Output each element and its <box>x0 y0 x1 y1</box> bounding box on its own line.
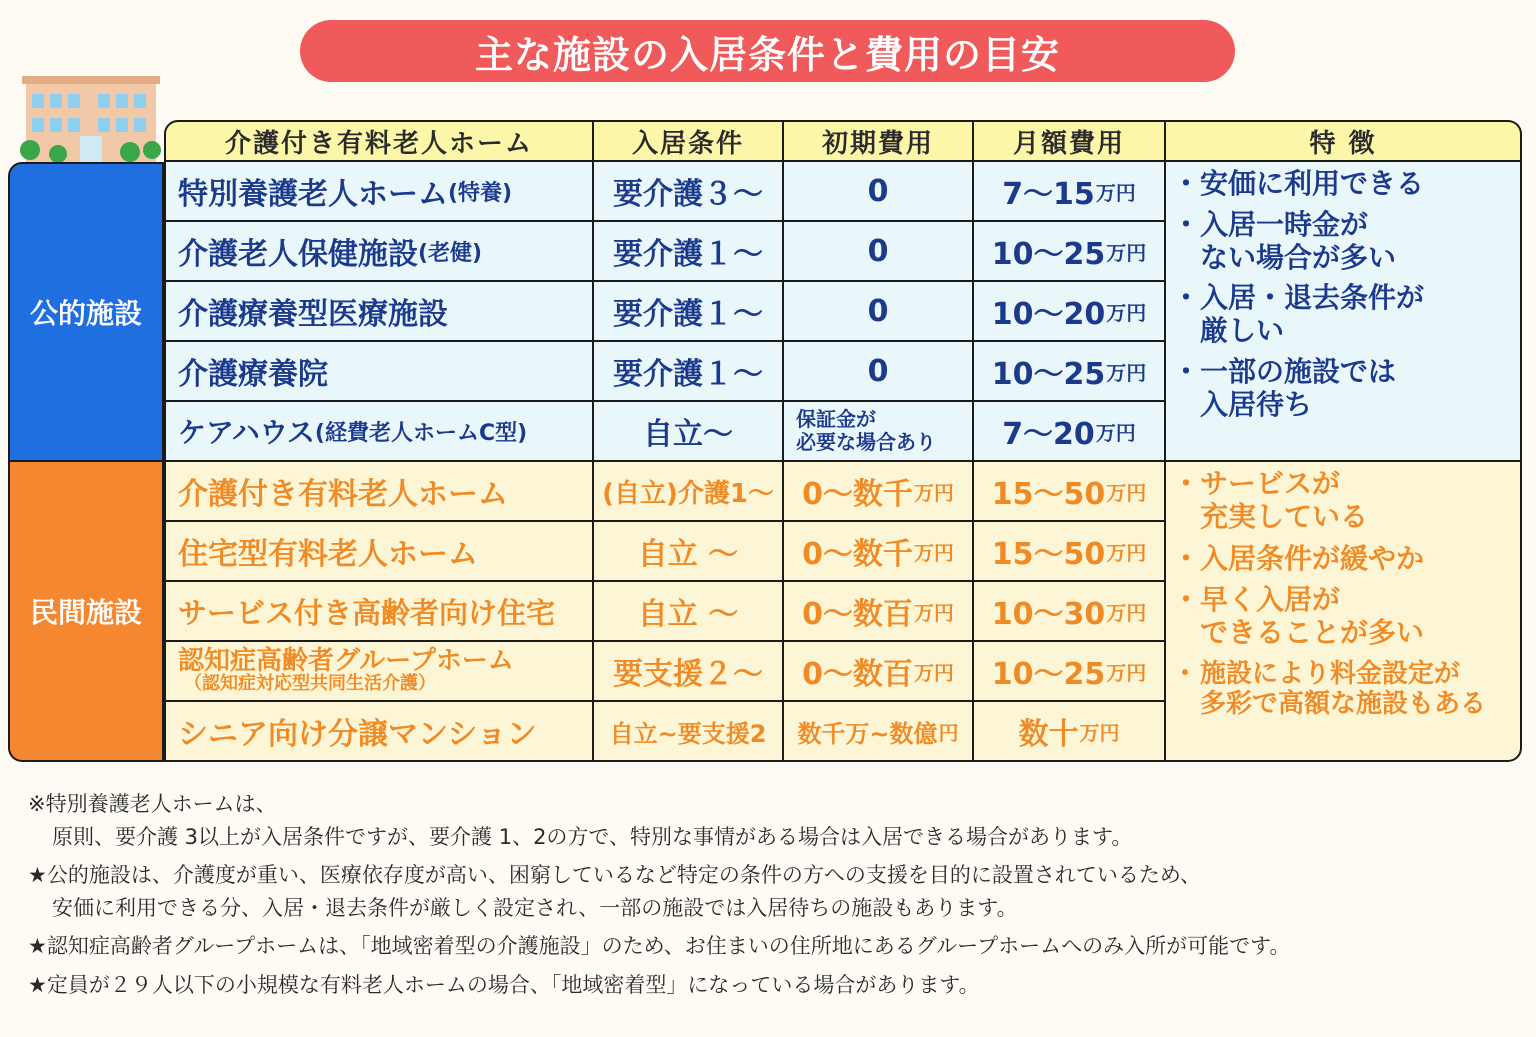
private-row-monthly: 10～25 万円 <box>974 642 1166 702</box>
private-row-initial: 0～数百 万円 <box>784 582 974 642</box>
header-monthly-cost: 月額費用 <box>974 120 1166 162</box>
header-facility: 介護付き有料老人ホーム <box>164 120 594 162</box>
private-row-initial: 数千万~数億 円 <box>784 702 974 762</box>
public-row-initial: 保証金が 必要な場合あり <box>784 402 974 462</box>
feature-item: ・ 入居条件が緩やか <box>1176 543 1512 576</box>
footnote: ★定員が２９人以下の小規模な有料老人ホームの場合、「地域密着型」になっている場合があります。 <box>28 972 980 997</box>
public-row-condition: 要介護１～ <box>594 282 784 342</box>
category-private: 民間施設 <box>8 462 164 762</box>
private-row-name: 介護付き有料老人ホーム <box>164 462 594 522</box>
public-row-monthly: 7～15 万円 <box>974 162 1166 222</box>
public-row-name: 介護老人保健施設 (老健) <box>164 222 594 282</box>
feature-item: ・ 入居・退去条件が 厳しい <box>1176 282 1512 348</box>
footnote: ★認知症高齢者グループホームは、「地域密着型の介護施設」のため、お住まいの住所地にあるグループホームへのみ入所が可能です。 <box>28 934 1291 959</box>
private-row-condition: 要支援２～ <box>594 642 784 702</box>
public-row-monthly: 10～20 万円 <box>974 282 1166 342</box>
page-title: 主な施設の入居条件と費用の目安 <box>300 20 1235 82</box>
private-row-condition: 自立 ～ <box>594 582 784 642</box>
private-row-monthly: 10～30 万円 <box>974 582 1166 642</box>
public-row-name: 特別養護老人ホーム (特養) <box>164 162 594 222</box>
facility-table <box>8 120 1522 762</box>
public-row-condition: 要介護１～ <box>594 342 784 402</box>
private-row-initial: 0～数千 万円 <box>784 462 974 522</box>
public-row-initial: 0 <box>784 162 974 222</box>
header-features: 特 徴 <box>1166 120 1522 162</box>
public-row-condition: 要介護１～ <box>594 222 784 282</box>
public-row-initial: 0 <box>784 282 974 342</box>
public-row-monthly: 10～25 万円 <box>974 222 1166 282</box>
public-row-condition: 自立～ <box>594 402 784 462</box>
footnotes <box>28 788 1518 1007</box>
footnote: ★公的施設は、介護度が重い、医療依存度が高い、困窮しているなど特定の条件の方への支援を目的に設置されているため、 安価に利用できる分、入居・退去条件が厳しく設定され、一部の施設では入居待ちの施設もあります。 <box>28 863 1201 920</box>
public-row-monthly: 7～20 万円 <box>974 402 1166 462</box>
private-row-name: サービス付き高齢者向け住宅 <box>164 582 594 642</box>
private-row-condition: 自立 ～ <box>594 522 784 582</box>
private-row-condition: 自立~要支援2 <box>594 702 784 762</box>
feature-item: ・ 入居一時金が ない場合が多い <box>1176 209 1512 275</box>
public-row-initial: 0 <box>784 342 974 402</box>
private-features <box>1166 462 1522 762</box>
private-row-name: 認知症高齢者グループホーム （認知症対応型共同生活介護） <box>164 642 594 702</box>
private-row-name: 住宅型有料老人ホーム <box>164 522 594 582</box>
footnote: ※特別養護老人ホームは、 原則、要介護 3以上が入居条件ですが、要介護 1、2の方で、特別な事情がある場合は入居できる場合があります。 <box>28 792 1133 849</box>
feature-item: ・ 一部の施設では 入居待ち <box>1176 356 1512 422</box>
feature-item: ・ 早く入居が できることが多い <box>1176 584 1512 650</box>
public-row-name: ケアハウス (経費老人ホームC型) <box>164 402 594 462</box>
header-condition: 入居条件 <box>594 120 784 162</box>
private-row-condition: (自立)介護1～ <box>594 462 784 522</box>
private-row-monthly: 15～50 万円 <box>974 462 1166 522</box>
public-row-condition: 要介護３～ <box>594 162 784 222</box>
public-row-initial: 0 <box>784 222 974 282</box>
public-row-monthly: 10～25 万円 <box>974 342 1166 402</box>
private-row-monthly: 15～50 万円 <box>974 522 1166 582</box>
feature-item: ・ 安価に利用できる <box>1176 168 1512 201</box>
private-row-initial: 0～数百 万円 <box>784 642 974 702</box>
feature-item: ・ サービスが 充実している <box>1176 468 1512 534</box>
category-public: 公的施設 <box>8 162 164 462</box>
header-initial-cost: 初期費用 <box>784 120 974 162</box>
private-row-monthly: 数十 万円 <box>974 702 1166 762</box>
public-row-name: 介護療養型医療施設 <box>164 282 594 342</box>
public-row-name: 介護療養院 <box>164 342 594 402</box>
private-row-name: シニア向け分譲マンション <box>164 702 594 762</box>
public-features <box>1166 162 1522 462</box>
feature-item: ・ 施設により料金設定が 多彩で高額な施設もある <box>1176 659 1512 720</box>
private-row-initial: 0～数千 万円 <box>784 522 974 582</box>
